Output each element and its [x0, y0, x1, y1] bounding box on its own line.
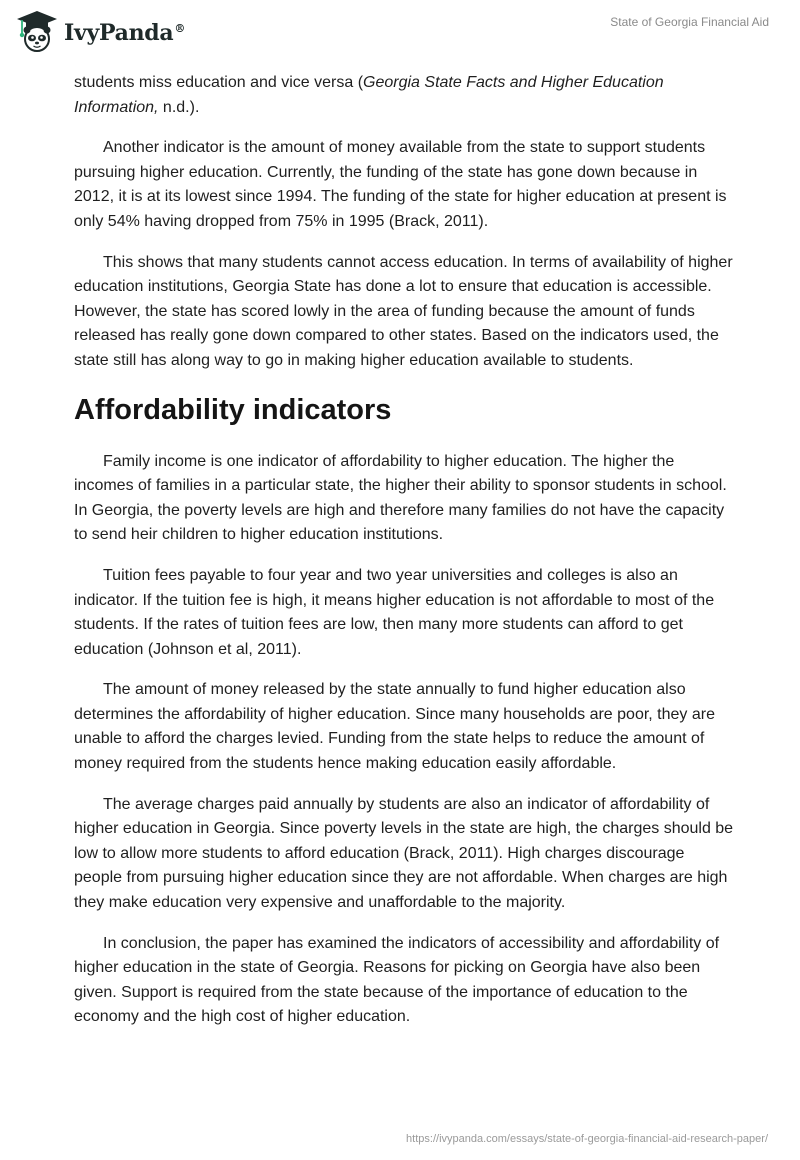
article-body — [74, 71, 734, 1046]
source-url-link[interactable]: https://ivypanda.com/essays/state-of-georgia-financial-aid-research-paper/ — [406, 1133, 768, 1145]
graduation-cap-panda-icon — [14, 8, 60, 54]
paragraph-continuation-text: students miss education and vice versa ( — [74, 74, 364, 91]
paragraph-continuation-end: n.d.). — [158, 98, 200, 116]
document-title: State of Georgia Financial Aid — [610, 15, 769, 29]
brand-name — [64, 20, 185, 46]
paragraph-family-income: Family income is one indicator of affordability to higher education. The higher the incomes of families in a particular state, the higher their ability to sponsor students in school. In Georgia, the poverty levels are high and therefore many families do not have the capacity to send heir children to higher education institutions. — [74, 452, 727, 544]
citation-title: Georgia State Facts and Higher Education Information, — [74, 74, 664, 116]
paragraph-state-money: The amount of money released by the state annually to fund higher education also determines the affordability of higher education. Since many households are poor, they are unable to afford the charges levied. Funding from the state helps to reduce the amount of money required from the students hence making education easily affordable. — [74, 681, 715, 773]
paragraph-access-summary: This shows that many students cannot access education. In terms of availability of higher education institutions, Georgia State has done a lot to ensure that education is accessible. However, the state has scored lowly in the area of funding because the amount of funds released has really gone down compared to other states. Based on the indicators used, the state still has along way to go in making higher education available to students. — [74, 253, 733, 369]
registered-mark: ® — [174, 21, 186, 35]
ivypanda-logo[interactable] — [14, 8, 185, 54]
page-header — [0, 0, 800, 64]
paragraph-tuition-fees: Tuition fees payable to four year and two year universities and colleges is also an indicator. If the tuition fee is high, it means higher education is not affordable to most of the students. If the rates of tuition fees are low, then many more students can afford to get education (Johnson et al, 2011). — [74, 566, 715, 658]
section-heading-affordability: Affordability indicators — [74, 393, 392, 426]
paragraph-continuation — [74, 71, 734, 120]
paragraph-state-funding: Another indicator is the amount of money available from the state to support students pursuing higher education. Currently, the funding of the state has gone down because in 2012, it is at its lowest since 1994. The funding of the state for higher education at present is only 54% having dropped from 75% in 1995 (Brack, 2011). — [74, 139, 727, 230]
paragraph-conclusion: In conclusion, the paper has examined the indicators of accessibility and affordability of higher education in the state of Georgia. Reasons for picking on Georgia have also been given. Support is required from the state because of the importance of education to the economy and the high cost of higher education. — [74, 934, 720, 1026]
paragraph-average-charges: The average charges paid annually by students are also an indicator of affordability of higher education in Georgia. Since poverty levels in the state are high, the charges should be low to allow more students to afford education (Brack, 2011). High charges discourage people from pursuing higher education since they are not affordable. When charges are high they make education very expensive and unaffordable to the majority. — [74, 795, 734, 912]
brand-name-text: IvyPanda — [64, 20, 174, 46]
